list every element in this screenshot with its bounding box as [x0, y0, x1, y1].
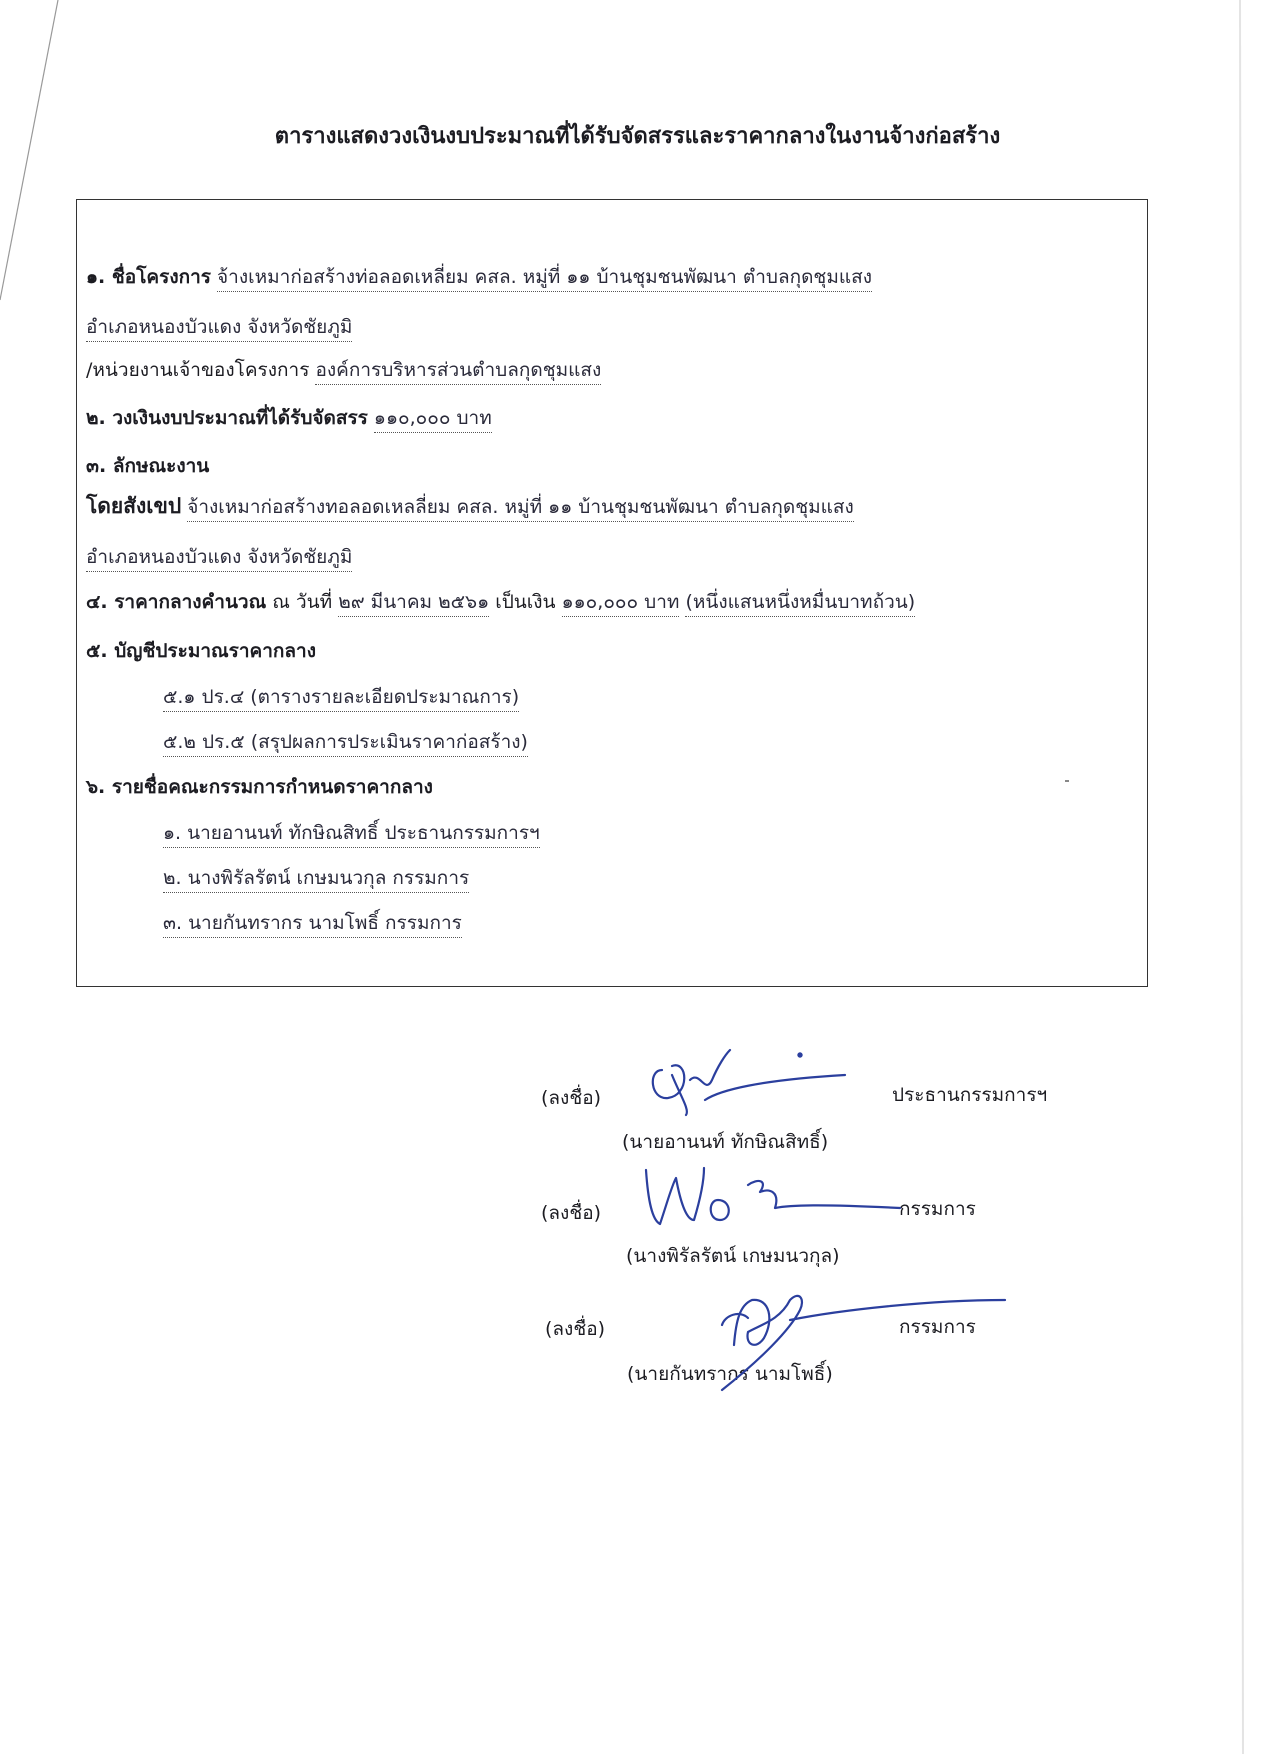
date-prefix: ณ วันที่	[272, 591, 333, 613]
sig3-prefix: (ลงชื่อ)	[545, 1318, 606, 1340]
page-title: ตารางแสดงวงเงินงบประมาณที่ได้รับจัดสรรและราคากลางในงานจ้างก่อสร้าง	[274, 124, 1001, 149]
item5-label: ๕. บัญชีประมาณราคากลาง	[86, 640, 316, 662]
calc-date: ๒๙ มีนาคม ๒๕๖๑	[338, 591, 489, 617]
amount-prefix: เป็นเงิน	[495, 591, 556, 613]
item4-label: ๔. ราคากลางคำนวณ	[86, 591, 267, 613]
committee-member-3	[163, 914, 462, 933]
sig3-role: กรรมการ	[899, 1316, 976, 1338]
item2-label: ๒. วงเงินงบประมาณที่ได้รับจัดสรร	[86, 407, 368, 429]
item3-summary-line2	[86, 548, 352, 567]
item4-line	[86, 593, 915, 612]
sig2-name: (นางพิรัลรัตน์ เกษมนวกุล)	[626, 1245, 840, 1267]
committee-member-text: ๑. นายอานนท์ ทักษิณสิทธิ์ ประธานกรรมการฯ	[163, 822, 540, 848]
agency-label: /หน่วยงานเจ้าของโครงการ	[86, 359, 310, 381]
item2-line	[86, 409, 492, 428]
committee-member-2	[163, 869, 469, 888]
median-price-words: (หนึ่งแสนหนึ่งหมื่นบาทถ้วน)	[685, 591, 915, 617]
item6-line	[86, 778, 433, 797]
item6-label: ๖. รายชื่อคณะกรรมการกำหนดราคากลาง	[86, 776, 433, 798]
sig1-prefix: (ลงชื่อ)	[541, 1087, 602, 1109]
committee-member-1	[163, 824, 540, 843]
summary-text-line2: อำเภอหนองบัวแดง จังหวัดชัยภูมิ	[86, 546, 352, 572]
sig2-prefix: (ลงชื่อ)	[541, 1202, 602, 1224]
project-name-line2: อำเภอหนองบัวแดง จังหวัดชัยภูมิ	[86, 316, 352, 342]
item5-sub1	[163, 688, 519, 707]
item5-sub2	[163, 733, 528, 752]
budget-amount: ๑๑๐,๐๐๐ บาท	[374, 407, 492, 433]
project-name-line1: จ้างเหมาก่อสร้างท่อลอดเหลี่ยม คสล. หมู่ที่ ๑๑ บ้านชุมชนพัฒนา ตำบลกุดชุมแสง	[217, 266, 872, 292]
committee-member-text: ๒. นางพิรัลรัตน์ เกษมนวกุล กรรมการ	[163, 867, 469, 893]
sub-item-pr5: ๕.๒ ปร.๕ (สรุปผลการประเมินราคาก่อสร้าง)	[163, 731, 528, 757]
summary-text-line1: จ้างเหมาก่อสร้างทอลอดเหลลี่ยม คสล. หมู่ที่ ๑๑ บ้านชุมชนพัฒนา ตำบลกุดชุมแสง	[187, 496, 854, 522]
item1-line1	[86, 268, 872, 287]
sig1-name: (นายอานนท์ ทักษิณสิทธิ์)	[622, 1131, 829, 1153]
committee-member-text: ๓. นายกันทรากร นามโพธิ์ กรรมการ	[163, 912, 462, 938]
scan-speck	[1065, 780, 1069, 782]
item5-line	[86, 642, 316, 661]
item3-label: ๓. ลักษณะงาน	[86, 455, 210, 477]
item1-label: ๑. ชื่อโครงการ	[86, 266, 211, 288]
item1-line2	[86, 318, 352, 337]
agency-name: องค์การบริหารส่วนตำบลกุดชุมแสง	[315, 359, 601, 385]
item1-agency-line	[86, 361, 601, 380]
sig3-name: (นายกันทรากร นามโพธิ์)	[627, 1363, 833, 1385]
item3-line	[86, 457, 209, 476]
item3-summary-line1	[86, 496, 854, 517]
summary-label: โดยสังเขป	[86, 494, 182, 518]
sub-item-pr4: ๕.๑ ปร.๔ (ตารางรายละเอียดประมาณการ)	[163, 686, 519, 712]
sig2-role: กรรมการ	[899, 1198, 976, 1220]
median-price: ๑๑๐,๐๐๐ บาท	[562, 591, 680, 617]
sig1-role: ประธานกรรมการฯ	[892, 1084, 1048, 1106]
